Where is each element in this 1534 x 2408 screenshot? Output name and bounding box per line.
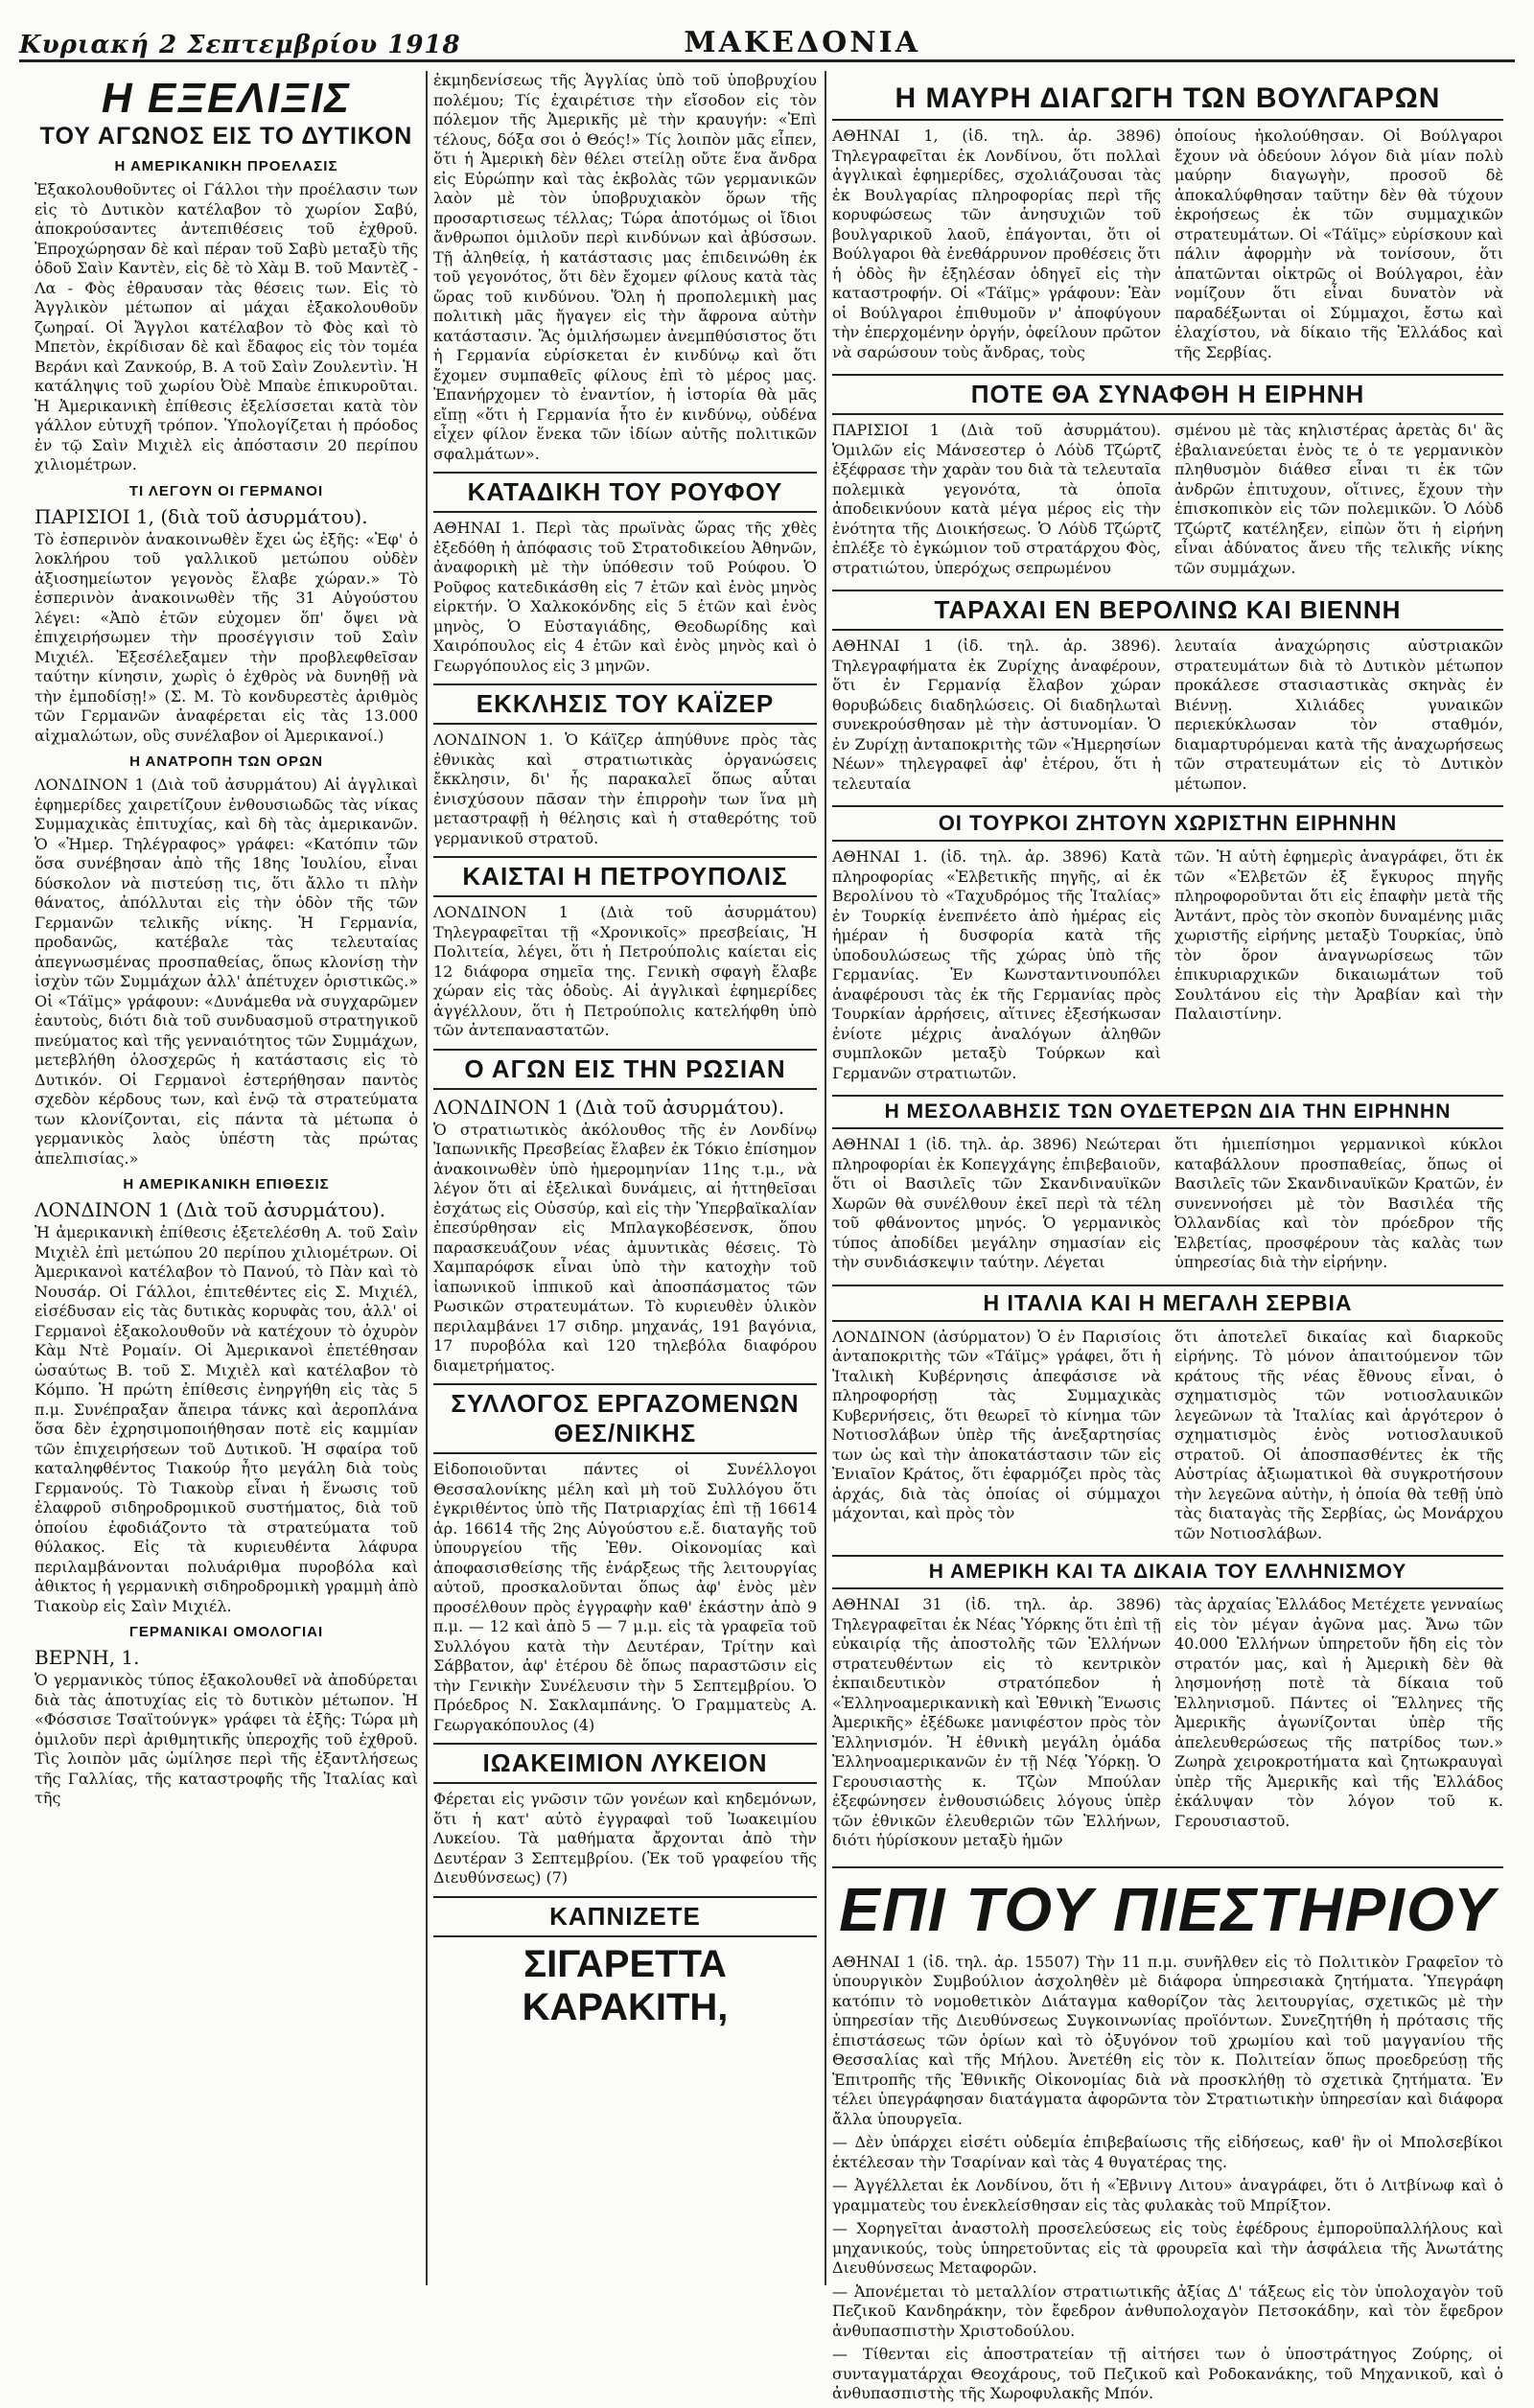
article-text: Ὁ γερμανικὸς τύπος ἐξακολουθεῖ νὰ ἀποδύρεται διὰ τὰς ἀποτυχίας εἰς τὸ δυτικὸν μέτωπον. Ἡ «Φόσσισε Τσαϊτούνγκ» γράφει τὰ ἑξῆς: Τώρα μὴ ὁμιλοῦν περὶ ἀριθμητικῆς ὑπεροχῆς τοῦ ἐχθροῦ. Τὶς λοιπὸν μᾶς ὡμίλησε περὶ τῆς ἐξαντλήσεως τῆς Γαλλίας, τῆς καταστροφῆς τῆς Ἰταλίας καὶ τῆς [35,1671,418,1807]
article-text: — Τίθενται εἰς ἀποστρατείαν τῇ αἰτήσει των ὁ ὑποστράτηγος Ζούρης, οἱ συνταγματάρχαι Θεοχάρους, τοῦ Πεζικοῦ καὶ Ροδοκανάκης, τοῦ Μηχανικοῦ, καὶ ὁ ἀνθυπασπιστὴς τῆς Χωροφυλακῆς Μπόν. [832,2345,1503,2402]
section-heading: Η ΑΜΕΡΙΚΑΝΙΚΗ ΠΡΟΕΛΑΣΙΣ [114,158,338,174]
article-text: Φέρεται εἰς γνῶσιν τῶν γονέων καὶ κηδεμόνων, ὅτι ἡ κατ' αὐτὸ ἐγγραφαὶ τοῦ Ἰωακειμίου Λυκείου. Τὰ μαθήματα ἄρχονται ἀπὸ τὴν Δευτέραν 3 Σεπτεμβρίου. (Ἐκ τοῦ γραφείου τῆς Διευθύνσεως) (7) [433,1790,817,1887]
section-heading: Η ΜΑΥΡΗ ΔΙΑΓΩΓΗ ΤΩΝ ΒΟΥΛΓΑΡΩΝ [832,79,1503,121]
article-columns [832,1595,1503,1855]
advert-heading: ΚΑΠΝΙΖΕΤΕ [433,1896,817,1937]
article-text: Τὸ ἑσπερινὸν ἀνακοινωθὲν ἔχει ὡς ἑξῆς: «Ἐφ' ὁ λοκλήρου τοῦ γαλλικοῦ μετώπου οὐδὲν ἀξιοσημείωτον γεγονὸς ἔλαβε χώραν.» Τὸ ἑσπερινὸν ἀνακοινωθὲν τῆς 31 Αὐγούστου λέγει: «Ἀπὸ ἐτῶν εὐχομεν ὅπ' ὄψει νὰ ἐπιχειρήσωμεν τὴν προσέγγισιν τοῦ Σαὶν Μιχιέλ. Ἐξεσέλεξαμεν τὴν προβλεφθεῖσαν ταύτην κίνησιν, χωρὶς ὁ ἐχθρὸς νὰ δυνηθῇ νὰ τὴν ἐμποδίσῃ!» (Σ. Μ. Τὸ κονδυρεστὲς ἀριθμὸς τῶν Γερμανῶν ἀναφέρεται εἰς τὰς 13.000 αἰχμαλώτων, οὓς συνέλαβον οἱ Ἀμερικανοί.) [35,529,418,745]
article-text: ΑΘΗΝΑΙ 1 (ἰδ. τηλ. ἀρ. 3896). Τηλεγραφήματα ἐκ Ζυρίχης ἀναφέρουν, ὅτι ἐν Γερμανίᾳ ἔλαβον χώραν θορυβώδεις διαδηλώσεις. Οἱ διαδηλωταὶ συνεκρούσθησαν μὲ τὴν ἀστυνομίαν. Ὁ ἐν Ζυρίχῃ ἀνταποκριτὴς τῶν «Ἡμερησίων Νέων» τηλεγραφεῖ ἀφ' ἑτέρου, ὅτι ἡ τελευταία [832,637,1161,793]
article-text: ΑΘΗΝΑΙ 1 (ἰδ. τηλ. ἀρ. 15507) Τὴν 11 π.μ. συνῆλθεν εἰς τὸ Πολιτικὸν Γραφεῖον τὸ ὑπουργικὸν Συμβούλιον ἀσχοληθὲν μὲ διάφορα ὑπηρεσιακὰ ζητήματα. Ὑπεγράφη κατόπιν τὸ νομοθετικὸν Διάταγμα καθορίζον τὰς λειτουργίας, σχετικῶς μὲ τὴν ὑπηρεσίαν τῆς Διευθύνσεως Συγκοινωνίας προϊόντων. Συνεζητήθη ἡ πρότασις τῆς ἐπιστάσεως τῶν ὁρίων καὶ τὸ ὀξυγόνον τοῦ χρωμίου καὶ τοῦ μαγγανίου τῆς Θεσσαλίας καὶ τῆς Μήλου. Ἀνετέθη εἰς τὸν κ. Πολιτείαν ὅπως προεδρεύσῃ τῆς Ἐπιτροπῆς τῆς Ἐθνικῆς Οἰκονομίας διὰ νὰ προσκλήθῃ τὸ σχετικὰ ζητήματα. Ἐν τέλει ὑπεγράφησαν διατάγματα ἀφορῶντα τὸν Στρατιωτικὴν ὑπηρεσίαν καὶ διάφορα ἄλλα ὑπουργεῖα. [832,1952,1503,2128]
section-heading: Η ΜΕΣΟΛΑΒΗΣΙΣ ΤΩΝ ΟΥΔΕΤΕΡΩΝ ΔΙΑ ΤΗΝ ΕΙΡΗΝΗΝ [832,1095,1503,1129]
newspaper-name: ΜΑΚΕΔΟΝΙΑ [684,26,920,59]
headline-main: Η ΕΞΕΛΙΞΙΣ [101,75,352,122]
dateline: ΒΕΡΝΗ, 1. [35,1646,140,1669]
article-text: ὅτι ἀποτελεῖ δικαίας καὶ διαρκοῦς εἰρήνης. Τὸ μόνον ἀπαιτούμενον τῶν κράτους τῆς νέας ἔθνους εἶναι, ὁ σχηματισμὸς τῶν νοτιοσλαυικῶν λεγεῶνων τὰ Ἰταλίας καὶ ἀργότερον ὁ σχηματισμὸς ἑνὸς νοτιοσλαυικοῦ στρατοῦ. Οἱ ἀποσπασθέντες ἐκ τῆς Αὐστρίας ἀξιωματικοὶ θὰ συγκροτήσουν τὴν λεγεῶνα αὐτὴν, ἡ ὁποία θὰ τεθῇ ὑπὸ τὰς διαταγὰς τῆς Σερβίας, ὡς Μονάρχου τῶν Νοτιοσλάβων. [1174,1327,1503,1542]
section-heading: Η ΑΜΕΡΙΚΑΝΙΚΗ ΕΠΙΘΕΣΙΣ [123,1176,330,1192]
article-text: ΛΟΝΔΙΝΟΝ 1 (Διὰ τοῦ ἀσυρμάτου) Αἱ ἀγγλικαὶ ἐφημερίδες χαιρετίζουν ἐνθουσιωδῶς τὰς νίκας Συμμαχικὰς ἐπιτυχίας, καὶ δὴ τὰς ἀμερικανῶν. Ὁ «Ἡμερ. Τηλέγραφος» γράφει: «Κατόπιν τῶν ὅσα συνέβησαν ἀπὸ τῆς 18ης Ἰουλίου, εἶναι δύσκολον νὰ πιστεύσῃ τις, ὅτι ἄλλο τι πλὴν θάνατος, ἀπόλλυται εἰς τὴν ὁδὸν τῆς τῶν Γερμανῶν τελικῆς νίκης. Ἡ Γερμανία, προδανῶς, κατέβαλε τὰς τελευταίας ἀπεγνωσμένας προσπαθείας, ὅπως κλονίσῃ τὴν ἰσχὺν τῶν Συμμάχων ἀλλ' ἀπέτυχεν ὁριστικῶς.» Οἱ «Τάϊμς» γράφουν: «Δυνάμεθα νὰ συγχαρῶμεν ἑαυτοὺς, διότι διὰ τοῦ συνδυασμοῦ στρατηγικοῦ πνεύματος καὶ τῆς γενναιότητος τῶν Συμμάχων, μετεβλήθη ὁλοσχερῶς ἡ κατάστασις εἰς τὸ Δυτικόν. Οἱ Γερμανοὶ ἐστερήθησαν παντὸς σχεδὸν κέρδους των, καὶ ἐνῷ τὰ στρατεύματα των κλονίζονται, εἰς πάντα τὰ μέτωπα ὁ γερμανικὸς λαὸς ὑπέστη τὰς πρώτας ἀπελπισίας.» [35,776,418,1168]
headline-press: ΕΠΙ ΤΟΥ ΠΙΕΣΤΗΡΙΟΥ [832,1866,1503,1945]
section-heading: ΣΥΛΛΟΓΟΣ ΕΡΓΑΖΟΜΕΝΩΝ ΘΕΣ/ΝΙΚΗΣ [433,1383,817,1454]
article-text: ΑΘΗΝΑΙ 31 (ἰδ. τηλ. ἀρ. 3896) Τηλεγραφεῖται ἐκ Νέας Ὑόρκης ὅτι ἐπὶ τῇ εὐκαιρίᾳ τῆς ἀποστολῆς τῶν Ἑλλήνων στρατευθέντων εἰς τὸ κεντρικὸν ἐκπαιδευτικὸν στρατόπεδον ἡ «Ἑλληνοαμερικανικὴ καὶ Ἐθνικὴ Ἕνωσις Ἀμερικῆς» ἐξέδωκε μανιφέστον πρὸς τὸν Ἑλληνισμόν. Ἡ ἐθνικὴ μεγάλη ὁμάδα Ἑλληνοαμερικανῶν ἐν τῇ Νέᾳ Ὑόρκῃ. Ὁ Γερουσιαστὴς κ. Τζὼν Μπούλαν ἐξεφώνησεν ἐνθουσιώδεις λόγους ὑπὲρ τῶν ἐθνικῶν ἐλευθεριῶν τῶν Ἑλλήνων, διότι ἠύρίσκουν μεταξὺ ἡμῶν [832,1595,1161,1849]
article-columns [832,1135,1503,1277]
article-text: σμένου μὲ τὰς κηλιστέρας ἀρετὰς δι' ἃς ἐβαλιανεύεται ἐνὸς τε ὁ τε γερμανικὸν πληθυσμὸν διάθεσ εἶναι τι ἐκ τῶν ἀνδρῶν ἐπιτυχουν, οἵτινες, ἔχουν τὴν ἐπισκοπικὸν εἰς τῶν πολεμικῶν. Ὁ Λόὺδ Τζώρτζ κατέληξεν, εἰπὼν ὅτι ἡ εἰρήνη εἶναι ἀδύνατος ἄνευ τῆς τελικῆς νίκης τῶν συμμάχων. [1174,421,1503,577]
dateline: ΠΑΡΙΣΙΟΙ 1, (διὰ τοῦ ἀσυρμάτου). [35,504,368,528]
section-heading: ΓΕΡΜΑΝΙΚΑΙ ΟΜΟΛΟΓΙΑΙ [128,1624,324,1640]
article-text: ΑΘΗΝΑΙ 1. (ἰδ. τηλ. ἀρ. 3896) Κατὰ πληροφορίας «Ἑλβετικῆς πηγῆς, αἱ ἐκ Βερολίνου τὸ «Ταχυδρόμος τῆς Ἰταλίας» ἐν Τουρκίᾳ ἐνεπνέετο ἀπὸ ἡμέρας εἰς ἡμέραν ἡ δυσφορία κατὰ τῆς ὑποδουλώσεως τῆς χώρας ὑπὸ τῆς Γερμανίας. Ἐν Κωνσταντινουπόλει ἀναφέρουσι τὰς ἐκ τῆς Γερμανίας πρὸς Τουρκίαν ἀρρήσεις, αἵτινες ἐξεσήκωσαν ἐνίοτε μέχρις ἀναλόγων ἀληθῶν συμπλοκῶν μεταξὺ Τούρκων καὶ Γερμανῶν στρατιωτῶν. [832,847,1161,1082]
column-3 [832,71,1503,2408]
article-text: ΑΘΗΝΑΙ 1, (ἰδ. τηλ. ἀρ. 3896) Τηλεγραφεῖται ἐκ Λονδίνου, ὅτι πολλαὶ ἀγγλικαὶ ἐφημερίδες, σχολιάζουσαι τὰς ἐκ Βουλγαρίας πληροφορίας περὶ τῆς κορυφώσεως τῶν ἀνησυχιῶν τοῦ βουλγαρικοῦ λαοῦ, ἐπάγονται, ὅτι οἱ Βούλγαροι θὰ ἐνεθάρρυνον προθέσεις ὅτι ἡ ὁδὸς ἣν ἐξηλέσαν ὁδηγεῖ εἰς τὴν καταστροφήν. Οἱ «Τάϊμς» γράφουν: Ἐὰν οἱ Βούλγαροι ἐπιθυμοῦν ν' ἀποφύγουν τὴν ἐπερχομένην ὀργήν, ὀφείλουν πρῶτον νὰ σαρώσουν τοὺς ἄνδρας, τοὺς [832,127,1161,361]
article-text: λευταία ἀναχώρησις αὐστριακῶν στρατευμάτων διὰ τὸ Δυτικὸν μέτωπον προκάλεσε στασιαστικὰς σκηνὰς ἐν Βιέννῃ. Χιλιάδες γυναικῶν περιεκύκλωσαν τὸν σταθμόν, διαμαρτυρόμεναι κατὰ τῆς ἀναχωρήσεως τῶν στρατευμάτων εἰς τὸ Δυτικὸν μέτωπον. [1174,637,1503,793]
article-text: — Δὲν ὑπάρχει εἰσέτι οὐδεμία ἐπιβεβαίωσις τῆς εἰδήσεως, καθ' ἣν οἱ Μπολσεβίκοι ἐκτέλεσαν τὴν Τσαρίναν καὶ τὰς 4 θυγατέρας της. [832,2133,1503,2171]
article-text: ΛΟΝΔΙΝΟΝ 1 (Διὰ τοῦ ἀσυρμάτου) Τηλεγραφεῖται τῇ «Χρονικοῖς» πρεσβείαις, Ἡ Πολιτεία, λέγει, ὅτι ἡ Πετρούπολις καίεται εἰς 12 διάφορα σημεῖα της. Γενικὴ σφαγὴ ἔλαβε χώραν εἰς τὰς ὁδοὺς. Αἱ ἀγγλικαὶ ἐφημερίδες ἀγγέλλουν, ὅτι ἡ Πετρούπολις κατελήφθη ὑπὸ τῶν ἀντεπαναστατῶν. [433,903,817,1039]
headline-sub: ΤΟΥ ΑΓΩΝΟΣ ΕΙΣ ΤΟ ΔΥΤΙΚΟΝ [39,123,413,150]
dateline: ΛΟΝΔΙΝΟΝ 1 (Διὰ τοῦ ἀσυρμάτου). [35,1198,386,1221]
masthead [19,27,1515,62]
article-text: Ἡ ἀμερικανικὴ ἐπίθεσις ἐξετελέσθη Α. τοῦ Σαὶν Μιχιὲλ ἐπὶ μετώπου 20 περίπου χιλιομέτρων. Οἱ Ἀμερικανοὶ κατέλαβον τὸ Πανού, τὸ Πὰν καὶ τὸ Νουσάρ. Οἱ Γάλλοι, ἐπιτεθέντες εἰς Σ. Μιχιέλ, εἰσέδυσαν εἰς τὰς δυτικὰς κορυφὰς του, ἀλλ' οἱ Γερμανοὶ ἐξακολουθοῦν νὰ κατέχουν τὸ ὀχυρὸν Κὰμ Ντὲ Ρομαίν. Οἱ Ἀμερικανοὶ ἐπετέθησαν ὡσαύτως Β. τοῦ Σ. Μιχιὲλ καὶ κατέλαβον τὸ Κόμπο. Ἡ πρώτη ἐπίθεσις ἐνηργήθη εἰς τὰς 5 π.μ. Συνέπραξαν ἄπειρα τάνκς καὶ ἀεροπλάνα ὅσα δὲν ἐχρησιμοποιήθησαν ποτὲ εἰς καμμίαν τῶν ἐπιχειρήσεων τοῦ Δυτικοῦ. Ἡ σφαίρα τοῦ καταληφθέντος Τιακούρ ἦτο μεγάλη διὰ τοὺς Γερμανούς. Τὸ Τιακοὺρ εἶναι ἡ ἕνωσις τοῦ ἐλαφροῦ σιδηροδρομικοῦ συστήματος, διὰ τοῦ ὁποίου ἐφοδιάζοντο τὰ στρατεύματα τοῦ θύλακος. Εἰς τὰ κυριευθέντα λάφυρα περιλαμβάνονται πολυάριθμα πυροβόλα καὶ ἀθικτος ἡ γερμανικὴ σιδηροδρομικὴ γραμμὴ ἀπὸ Τιακοὺρ εἰς Σαὶν Μιχιέλ. [35,1223,418,1615]
dateline: ΛΟΝΔΙΝΟΝ 1 (Διὰ τοῦ ἀσυρμάτου). [433,1095,785,1119]
article-text: ΠΑΡΙΣΙΟΙ 1 (Διὰ τοῦ ἀσυρμάτου). Ὁμιλῶν εἰς Μάνσεστερ ὁ Λόὺδ Τζώρτζ ἐξέφρασε τὴν χαρὰν του διὰ τὰ τελευταῖα πολεμικὰ γεγονότα, τὰ ὁποῖα ἀποδεικνύουν κατὰ μέγα μέρος εἰς τὴν ἑνότητα τῆς Διοικήσεως. Ὁ Λόὺδ Τζώρτζ ἐπλέξε τὸ ἐγκώμιον τοῦ στρατάρχου Φὸς, στρατιώτου, ὑπερόχως σεπρωμένου [832,421,1161,577]
section-heading: ΟΙ ΤΟΥΡΚΟΙ ΖΗΤΟΥΝ ΧΩΡΙΣΤΗΝ ΕΙΡΗΝΗΝ [832,805,1503,842]
article-text: Ὁ στρατιωτικὸς ἀκόλουθος τῆς ἐν Λονδίνῳ Ἰαπωνικῆς Πρεσβείας ἔλαβεν ἐκ Τόκιο ἐπίσημον ἀνακοινωθὲν ὑπὸ ἡμερομηνίαν 11ης τ.μ., νὰ λέγον ὅτι αἱ ἐξελικαὶ δυνάμεις, αἱ ἡττηθεῖσαι ἐσχάτως εἰς Οὐσσύρ, καὶ εἰς τὴν Ὑπερβαϊκαλίαν ἐπεσύρθησαν εἰς Μπλαγκοβέσενσκ, ὅπου παρασκευάζουν νέας ἀμυντικὰς θέσεις. Τὸ Χαμπαρόφσκ εἶναι ὑπὸ τὴν κατοχὴν τοῦ ἰαπωνικοῦ ἱππικοῦ καὶ ἀποσπάσματος τῶν Ρωσικῶν στρατευμάτων. Τὸ κυριευθὲν ὑλικὸν περιλαμβάνει 17 σιδηρ. μηχανάς, 191 βαγόνια, 17 πυροβόλα καὶ 120 τηλεβόλα διαφόρου διαμετρήματος. [433,1120,817,1375]
section-heading: Ο ΑΓΩΝ ΕΙΣ ΤΗΝ ΡΩΣΙΑΝ [433,1049,817,1090]
section-heading: ΤΑΡΑΧΑΙ ΕΝ ΒΕΡΟΛΙΝΩ ΚΑΙ ΒΙΕΝΝΗ [832,590,1503,631]
article-columns [832,637,1503,798]
article-text: ΛΟΝΔΙΝΟΝ 1. Ὁ Κάϊζερ ἀπηύθυνε πρὸς τὰς ἐθνικὰς καὶ στρατιωτικὰς ὀργανώσεις ἔκκλησιν, δι' ἧς παρακαλεῖ ὅπως αὗται ἐνισχύσουν πᾶσαν τὴν ἐπιρροὴν των ἵνα μὴ μεταστραφῇ ἡ θέλησις καὶ ἡ σταθερότης τοῦ γερμανικοῦ στρατοῦ. [433,730,817,847]
article-text: — Ἀγγέλλεται ἐκ Λονδίνου, ὅτι ἡ «Ἐβνινγ Λιτου» ἀναγράφει, ὅτι ὁ Λιτβίνωφ καὶ ὁ γραμματεὺς του ἐνεκλείσθησαν εἰς τὰς φυλακὰς τοῦ Μπρίξτον. [832,2176,1503,2214]
section-heading: ΕΚΚΛΗΣΙΣ ΤΟΥ ΚΑΪΖΕΡ [433,683,817,725]
article-text: ΑΘΗΝΑΙ 1 (ἰδ. τηλ. ἀρ. 3896) Νεώτεραι πληροφορίαι ἐκ Κοπεγχάγης ἐπιβεβαιοῦν, ὅτι οἱ Βασιλεῖς τῶν Σκανδιναυϊκῶν Χωρῶν θὰ συνέλθουν ἐκεῖ περὶ τὰ τέλη τοῦ φθάνοντος μηνός. Ὁ γερμανικὸς τύπος ἀποδίδει μεγάλην σημασίαν εἰς τὴν συνδιάσκεψιν ταύτην. Λέγεται [832,1135,1161,1271]
article-text: ΛΟΝΔΙΝΟΝ (ἀσύρματον) Ὁ ἐν Παρισίοις ἀνταποκριτὴς τῶν «Τάϊμς» γράφει, ὅτι ἡ Ἰταλικὴ Κυβέρνησις ἀπεφάσισε νὰ πληροφορήσῃ τὰς Συμμαχικὰς Κυβερνήσεις, ὅτι θεωρεῖ τὸ κίνημα τῶν Νοτιοσλάβων ὑπὲρ τῆς ἀνεξαρτησίας των ὡς καὶ τὴν ἀποκατάστασιν τῶν εἰς Ἑνιαῖον Κράτος, ὅτι ἐφαρμόζει πρὸς τὰς ἀρχάς, διὰ τὰς ὁποίας οἱ σύμμαχοι μάχονται, καὶ πρὸς τὸν [832,1327,1161,1522]
column-2 [433,71,817,2035]
section-heading: ΚΑΤΑΔΙΚΗ ΤΟΥ ΡΟΥΦΟΥ [433,472,817,513]
issue-date: Κυριακή 2 Σεπτεμβρίου 1918 [19,31,461,59]
section-heading: Η ΙΤΑΛΙΑ ΚΑΙ Η ΜΕΓΑΛΗ ΣΕΡΒΙΑ [832,1285,1503,1322]
article-columns [832,127,1503,366]
section-heading: ΠΟΤΕ ΘΑ ΣΥΝΑΦΘΗ Η ΕΙΡΗΝΗ [832,374,1503,415]
article-text: τὰς ἀρχαίας Ἑλλάδος Μετέχετε γενναίως εἰς τὸν μέγαν ἀγῶνα μας. Ἄνω τῶν 40.000 Ἑλλήνων ὑπηρετοῦν ἤδη εἰς τὸν στρατόν μας, καὶ ἡ Ἀμερικὴ δὲν θὰ λησμονήσῃ ποτὲ τὰ δίκαια τοῦ Ἑλληνισμοῦ. Πάντες οἱ Ἕλληνες τῆς Ἀμερικῆς ἀγωνίζονται ὑπὲρ τῆς ἀπελευθερώσεως τῆς πατρίδος των.» Ζωηρὰ χειροκροτήματα καὶ ζητωκραυγαὶ ὑπὲρ τῆς Ἀμερικῆς καὶ τῆς Ἑλλάδος ἐκάλυψαν τὸν λόγον τοῦ κ. Γερουσιαστοῦ. [1174,1595,1503,1830]
article-text: Ἐξακολουθοῦντες οἱ Γάλλοι τὴν προέλασιν των εἰς τὸ Δυτικὸν κατέλαβον τὸ χωρίον Σαβύ, ἀποκρούσαντες ἀντεπιθέσεις τοῦ ἐχθροῦ. Ἐπροχώρησαν δὲ καὶ πέραν τοῦ Σαβὺ μεταξὺ τῆς ὁδοῦ Σαὶν Καντὲν, εἰς δὲ τὸ Χὰμ Β. τοῦ Μαντὲζ - Λα - Φὸς ἐθραυσαν τὰς θέσεις των. Εἰς τὸ Ἀγγλικὸν μέτωπον αἱ μάχαι ἐξακολουθοῦν ζωηραί. Οἱ Ἄγγλοι κατέλαβον τὸ Φὸς καὶ τὸ Μπετὸν, ἐκρίδισαν δὲ καὶ ἔδαφος εἰς τὸν τομέα Βεράνι καὶ Ζανκούρ, Β. Α τοῦ Σαὶν Ζουλεντὶν. Ἡ κατάληψις τοῦ χωρίου Ὀὺὲ Μπαὺε ἐπικυροῦται. Ἡ Ἀμερικανικὴ ἐπίθεσις ἐξελίσσεται κατὰ τὸν γάλλον εὐτυχῆ τρόπον. Ὑπολογίζεται ἡ πρόοδος ἐν τῷ Σαὶν Μιχιὲλ εἰς ἀπόστασιν 20 περίπου χιλιομέτρων. [35,180,418,474]
article-text: — Ἀπονέμεται τὸ μεταλλίον στρατιωτικῆς ἀξίας Δ' τάξεως εἰς τὸν ὑπολοχαγὸν τοῦ Πεζικοῦ Κανδηράκην, τὸν ἔφεδρον ἀνθυπολοχαγὸν Πετσοκάδην, καὶ τὸν ἔφεδρον ἀνθυπασπιστὴν Χριστοδούλου. [832,2281,1503,2340]
article-columns [832,847,1503,1087]
column-rule [426,71,428,2285]
advert-text: ΣΙΓΑΡΕΤΤΑ ΚΑΡΑΚΙΤΗ, [522,1942,729,2028]
section-heading: Η ΑΝΑΤΡΟΠΗ ΤΩΝ ΟΡΩΝ [129,753,323,770]
column-rule [825,71,826,2285]
section-heading: ΚΑΙΣΤΑΙ Η ΠΕΤΡΟΥΠΟΛΙΣ [433,856,817,897]
section-heading: Η ΑΜΕΡΙΚΗ ΚΑΙ ΤΑ ΔΙΚΑΙΑ ΤΟΥ ΕΛΛΗΝΙΣΜΟΥ [832,1555,1503,1589]
article-text: τῶν. Ἡ αὐτὴ ἐφημερὶς ἀναγράφει, ὅτι ἐκ τῶν «Ἑλβετῶν ἐξ ἔγκυρος πηγῆς πληροφοροῦνται ὅτι εἰς ἐπαφὴν μετὰ τῆς Ἀντάντ, πρὸς τὸν σκοπὸν δυναμένης μιᾶς χωριστῆς εἰρήνης μεταξὺ Τουρκίας, ὑπὸ τὸν ὅρον ἀναγνωρίσεως τῶν ἐπικυριαρχικῶν δικαιωμάτων τοῦ Σουλτάνου εἰς τὴν Ἀραβίαν καὶ τὴν Παλαιστίνην. [1174,847,1503,1023]
article-columns [832,421,1503,582]
article-text: ἐκμηδενίσεως τῆς Ἀγγλίας ὑπὸ τοῦ ὑποβρυχίου πολέμου; Τίς ἐχαιρέτισε τὴν εἴσοδον εἰς τὸν πόλεμον τῆς Ἀμερικῆς μὲ τὴν κραυγήν: «Ἐπὶ τέλους, δόξα σοι ὁ Θεός!» Τίς λοιπὸν μᾶς εἶπεν, ὅτι ἡ Ἀμερικὴ δὲν θέλει στείλῃ οὔτε ἕνα ἄνδρα εἰς Εὐρώπην καὶ τὰς ἐκβολὰς τῶν γερμανικῶν λαὸν μὲ τὸν ὑποβρυχιακὸν ὅρων τῆς προσαρτισεως τέλλας; Τώρα ἀποτόμως οἱ ἴδιοι ἄνθρωποι ὁμιλοῦν περὶ κινδύνων καὶ ἀβύσσων. Τῇ ἀληθείᾳ, ἡ κατάστασις μας ἐπιδεινώθη ἐκ τοῦ γεγονότος, ὅτι δὲν ἔχομεν φίλους κατὰ τὰς ὥρας τοῦ κινδύνου. Ὅλη ἡ προπολεμικὴ μας πολιτικὴ μᾶς ἤγαγεν εἰς τὴν ἄφρονα αὐτὴν κατάστασιν. Ἂς ὁμιλήσωμεν ἀνεμπθύσιστος ὅτι ἡ Γερμανία εὑρίσκεται ἐν κινδύνῳ καὶ ὅτι ἔχομεν συμπαθεῖς φίλους ἐπὶ τὸ μέρος μας. Ἐπανήρχομεν τὸ ἐναντίον, ἡ ἱστορία θὰ μᾶς εἴπῃ «ὅτι ἡ Γερμανία ἦτο ἐν κινδύνῳ, οὐδένα εἶχεν φίλον ἕνεκα τῶν ἰδίων αὐτῆς πολιτικῶν σφαλμάτων». [433,71,817,463]
article-text: Εἰδοποιοῦνται πάντες οἱ Συνέλλογοι Θεσσαλονίκης μέλη καὶ μὴ τοῦ Συλλόγου ὅτι ἐγκριθέντος ὑπὸ τῆς Πατριαρχίας ἐπὶ τῇ 16614 ἀρ. 16614 τῆς 2ης Αὐγούστου ε.ἔ. διαταγῆς τοῦ ὑπουργείου τῆς Ἐθν. Οἰκονομίας καὶ ἀποφασισθείσης τῆς ἐνάρξεως τῆς λειτουργίας αὐτοῦ, προσκαλοῦνται ὅπως ἀφ' ἑνὸς μὲν προσέλθουν πρὸς ἐγγραφὴν καθ' ἑκάστην ἀπὸ 9 π.μ. — 12 καὶ ἀπὸ 5 — 7 μ.μ. εἰς τὰ γραφεῖα τοῦ Συλλόγου κατὰ τὴν Δευτέραν, Τρίτην καὶ Σάββατον, ἀφ' ἑτέρου δὲ ὅπως παραστῶσιν εἰς τὴν Γενικὴν Συνέλευσιν τὴν 5 Σεπτεμβρίου. Ὁ Πρόεδρος Ν. Σακλαμπάνης. Ὁ Γραμματεὺς Α. Γεωργακόπουλος (4) [433,1460,817,1734]
article-text: ὅτι ἡμιεπίσημοι γερμανικοὶ κύκλοι καταβάλλουν προσπαθείας, ὅπως οἱ Βασιλεῖς τῶν Σκανδιναυϊκῶν Κρατῶν, ἐν συνεννοήσει μὲ τὸν Βασιλέα τῆς Ὀλλανδίας καὶ τὸν πρόεδρον τῆς Ἑλβετίας, προσφέρουν τὰς καλὰς των ὑπηρεσίας διὰ τὴν εἰρήνην. [1174,1135,1503,1271]
article-text: ΑΘΗΝΑΙ 1. Περὶ τὰς πρωϊνὰς ὥρας τῆς χθὲς ἐξεδόθη ἡ ἀπόφασις τοῦ Στρατοδικείου Ἀθηνῶν, ἀναφορικὴ μὲ τὴν ὑπόθεσιν τοῦ Ρούφου. Ὁ Ροῦφος κατεδικάσθη εἰς 7 ἐτῶν καὶ ἑνὸς μηνὸς εἱρκτήν. Ὁ Χαλκοκόνδης εἰς 5 ἐτῶν καὶ ἑνὸς μηνὸς, Ὁ Εὐσταγιάδης, Θεοδωρίδης καὶ Χαιρόπουλος εἰς 4 ἐτῶν καὶ ἑνὸς μηνὸς καὶ ὁ Γεωργόπουλος εἰς 3 μηνῶν. [433,519,817,675]
section-heading: ΙΩΑΚΕΙΜΙΟΝ ΛΥΚΕΙΟΝ [433,1743,817,1784]
article-columns [832,1328,1503,1548]
article-text: — Χορηγεῖται ἀναστολὴ προσελεύσεως εἰς τοὺς ἐφέδρους ἐμποροϋπαλλήλους καὶ μηχανικούς, τοὺς ὑπηρετοῦντας εἰς τὰ φρουρεῖα καὶ τὴν ἀσφάλεια τῆς Ἀνωτάτης Διευθύνσεως Μεταφορῶν. [832,2219,1503,2277]
section-heading: ΤΙ ΛΕΓΟΥΝ ΟΙ ΓΕΡΜΑΝΟΙ [128,482,324,499]
article-text: ὁποίους ἠκολούθησαν. Οἱ Βούλγαροι ἔχουν νὰ ὁδεύουν λόγον διὰ μίαν πολὺ μαύρην διαγωγὴν, προσοῦ δὲ ἀποκαλύφθησαν ταῦτην δὲν θὰ τύχουν ἐκροήσεως ἐκ τῶν συμμαχικῶν στρατευμάτων. Οἱ «Τάϊμς» εὑρίσκουν καὶ πάλιν ἀφορμὴν νὰ τονίσουν, ὅτι ἀπατῶνται οἰκτρῶς οἱ Βούλγαροι, ἐὰν νομίζουν ὅτι εἶναι δυνατὸν νὰ παραδέξωνται οἱ Σύμμαχοι, ἔστω καὶ ἐλαχίστου, νὰ δίκαιο τῆς Ἑλλάδος καὶ τῆς Σερβίας. [1174,127,1503,361]
column-1 [35,71,418,1813]
